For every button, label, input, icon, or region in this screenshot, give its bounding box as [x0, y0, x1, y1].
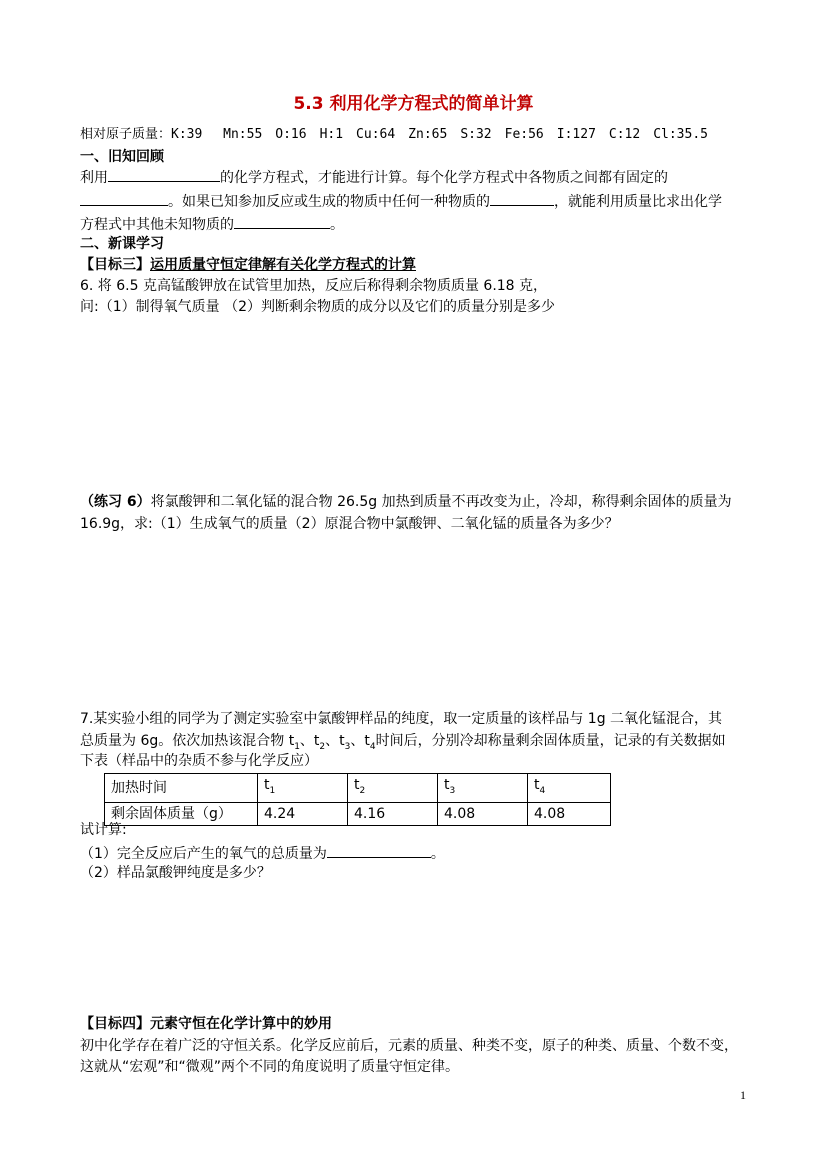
blank-line[interactable] — [327, 843, 431, 858]
table-cell: 4.08 — [528, 802, 611, 825]
subquestion1 — [80, 843, 445, 863]
table-row — [105, 802, 611, 825]
text-fragment: 总质量为 6g。依次加热该混合物 t — [80, 733, 295, 749]
table-cell: $t_2$ — [348, 774, 438, 803]
text-fragment: ，就能利用质量比求出化学 — [554, 194, 722, 210]
table-cell: 4.24 — [258, 802, 348, 825]
goal4-heading: 【目标四】元素守恒在化学计算中的妙用 — [80, 1016, 332, 1032]
blank-line[interactable] — [80, 191, 168, 206]
text-fragment: 的化学方程式，才能进行计算。每个化学方程式中各物质之间都有固定的 — [220, 170, 668, 186]
question7-line2: 总质量为 6g。依次加热该混合物 $t_1$、$t_2$、$t_3$、$t_4$时间后，分别冷却称量剩余固体质量，记录的有关数据如 — [80, 733, 726, 752]
table-cell: 4.08 — [438, 802, 528, 825]
text-fragment: （1）完全反应后产生的氧气的总质量为 — [80, 846, 327, 862]
exercise6-line2: 16.9g，求:（1）生成氧气的质量（2）原混合物中氯酸钾、二氧化锰的质量各为多少？ — [80, 516, 619, 532]
text-fragment: 。 — [330, 217, 344, 233]
text-fragment: 。 — [430, 846, 445, 862]
exercise6-label: （练习 6） — [80, 494, 151, 510]
text-fragment: 利用 — [80, 170, 108, 186]
blank-line[interactable] — [490, 191, 554, 206]
table-cell: 加热时间 — [105, 774, 258, 803]
goal4-line2: 这就从“宏观”和“微观”两个不同的角度说明了质量守恒定律。 — [80, 1059, 460, 1075]
blank-line[interactable] — [234, 214, 330, 229]
atomic-masses-line: 相对原子质量：K:39 Mn:55 O:16 H:1 Cu:64 Zn:65 S:32 Fe:56 I:127 C:12 Cl:35.5 — [80, 127, 708, 142]
subquestion2: （2）样品氯酸钾纯度是多少？ — [80, 865, 271, 881]
table-cell: 4.16 — [348, 802, 438, 825]
table-cell: $t_4$ — [528, 774, 611, 803]
section1-line3 — [80, 214, 344, 234]
text-fragment: 时间后，分别冷却称量剩余固体质量，记录的有关数据如 — [375, 733, 726, 749]
goal3-bracket: 【目标三】 — [80, 257, 150, 273]
goal3-text: 运用质量守恒定律解有关化学方程式的计算 — [150, 257, 416, 273]
question7-line1: 7.某实验小组的同学为了测定实验室中氯酸钾样品的纯度，取一定质量的该样品与 1g 二氧化锰混合，其 — [80, 711, 723, 727]
page-title: 5.3 利用化学方程式的简单计算 — [293, 94, 534, 114]
section1-line1 — [80, 167, 668, 187]
blank-line[interactable] — [108, 167, 220, 182]
text-fragment: 方程式中其他未知物质的 — [80, 217, 234, 233]
section1-line2 — [80, 191, 722, 211]
section2-heading: 二、新课学习 — [80, 236, 164, 252]
exercise6-line1 — [80, 493, 732, 511]
table-cell: 剩余固体质量（g） — [105, 802, 258, 825]
goal4-line1: 初中化学存在着广泛的守恒关系。化学反应前后，元素的质量、种类不变，原子的种类、质量、个数不变， — [80, 1038, 738, 1054]
section1-heading: 一、旧知回顾 — [80, 149, 164, 165]
try-calc-label: 试计算: — [80, 822, 127, 838]
heating-data-table — [104, 773, 611, 826]
question6-line1: 6. 将 6.5 克高锰酸钾放在试管里加热，反应后称得剩余物质质量 6.18 克， — [80, 278, 548, 294]
question7-line3: 下表（样品中的杂质不参与化学反应） — [80, 753, 318, 769]
table-cell: $t_3$ — [438, 774, 528, 803]
page-number: 1 — [740, 1088, 746, 1102]
goal3-heading — [80, 256, 416, 274]
text-fragment: 。如果已知参加反应或生成的物质中任何一种物质的 — [168, 194, 490, 210]
table-cell: $t_1$ — [258, 774, 348, 803]
question6-line2: 问:（1）制得氧气质量 （2）判断剩余物质的成分以及它们的质量分别是多少 — [80, 299, 555, 315]
table-row — [105, 774, 611, 803]
text-fragment: 将氯酸钾和二氧化锰的混合物 26.5g 加热到质量不再改变为止，冷却，称得剩余固体的质量为 — [150, 494, 732, 510]
